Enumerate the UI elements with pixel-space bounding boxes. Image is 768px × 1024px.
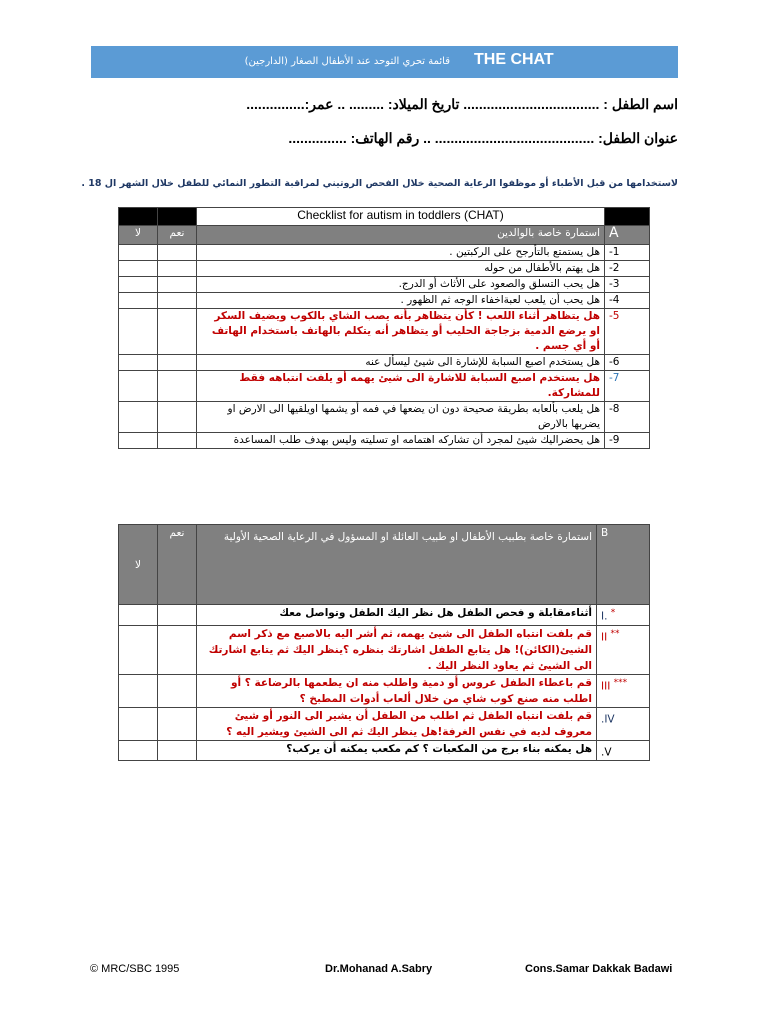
no-column-header: لا bbox=[119, 226, 158, 245]
table-a-section-label: استمارة خاصة بالوالدين bbox=[197, 226, 605, 245]
table-row bbox=[119, 674, 650, 707]
table-row bbox=[119, 625, 650, 674]
yes-checkbox-cell[interactable] bbox=[158, 402, 197, 433]
roman-numeral: I. bbox=[601, 610, 608, 623]
yes-checkbox-cell[interactable] bbox=[158, 674, 197, 707]
roman-numeral: .V bbox=[601, 746, 612, 758]
question-number: -2 bbox=[605, 261, 650, 277]
roman-numeral: III bbox=[601, 680, 611, 692]
question-text: قم بلفت انتباه الطفل الى شيئ يهمه، ثم أشر اليه بالاصبع مع ذكر اسم الشيئ(الكائن)! هل يتابع الطفل اشارتك بنظره ؟ينظر اليك ثم يتابع اشارتك الى الشيئ ثم يعاود النظر اليك . bbox=[197, 625, 597, 674]
question-text: هل يستخدم اصبع السبابة للاشارة الى شيئ يهمه أو يلفت انتباهه فقط للمشاركة. bbox=[197, 371, 605, 402]
intro-text: لاستخدامها من قبل الأطباء أو موظفوا الرعاية الصحية خلال الفحص الروتيني لمراقبة التطور النمائي للطفل خلال الشهر ال 18 . bbox=[81, 178, 678, 189]
question-text: هل يمكنه بناء برج من المكعبات ؟ كم مكعب يمكنه أن يركب؟ bbox=[197, 740, 597, 761]
table-row bbox=[119, 309, 650, 355]
table-row bbox=[119, 707, 650, 740]
yes-column-header: نعم bbox=[158, 525, 197, 605]
yes-checkbox-cell[interactable] bbox=[158, 309, 197, 355]
yes-checkbox-cell[interactable] bbox=[158, 355, 197, 371]
table-a-header-row bbox=[119, 226, 650, 245]
question-text: هل يحب أن يلعب لعبةاخفاء الوجه ثم الظهور . bbox=[197, 293, 605, 309]
no-checkbox-cell[interactable] bbox=[119, 293, 158, 309]
no-checkbox-cell[interactable] bbox=[119, 277, 158, 293]
no-checkbox-cell[interactable] bbox=[119, 433, 158, 449]
table-a-title-row bbox=[119, 208, 650, 226]
yes-checkbox-cell[interactable] bbox=[158, 293, 197, 309]
question-number: -3 bbox=[605, 277, 650, 293]
question-text: أثناءمقابلة و فحص الطفل هل نظر اليك الطفل وتواصل معك bbox=[197, 605, 597, 626]
no-checkbox-cell[interactable] bbox=[119, 625, 158, 674]
footer-author-1: Dr.Mohanad A.Sabry bbox=[325, 963, 433, 975]
yes-checkbox-cell[interactable] bbox=[158, 277, 197, 293]
footer-copyright: © MRC/SBC 1995 bbox=[90, 963, 180, 975]
parents-checklist-table bbox=[118, 207, 650, 449]
question-number: -5 bbox=[605, 309, 650, 355]
footer-author-2: Cons.Samar Dakkak Badawi bbox=[525, 963, 673, 975]
question-number bbox=[597, 674, 650, 707]
question-text: قم بلفت انتباه الطفل ثم اطلب من الطفل أن يشير الى النور أو شيئ معروف لديه في نفس الغرفة!هل ينظر اليك ثم الى الشيئ ويشير اليه ؟ bbox=[197, 707, 597, 740]
yes-checkbox-cell[interactable] bbox=[158, 740, 197, 761]
question-text: هل يلعب بألعابه بطريقة صحيحة دون ان يضعها في فمه أو يشمها اويلقيها الى الارض او يضربها بالارض bbox=[197, 402, 605, 433]
no-checkbox-cell[interactable] bbox=[119, 261, 158, 277]
question-text: هل يستمتع بالتأرجح على الركبتين . bbox=[197, 245, 605, 261]
table-a-letter: A bbox=[605, 226, 650, 245]
title-banner bbox=[91, 46, 678, 78]
question-number bbox=[597, 707, 650, 740]
table-row bbox=[119, 245, 650, 261]
question-number: -4 bbox=[605, 293, 650, 309]
no-checkbox-cell[interactable] bbox=[119, 402, 158, 433]
question-text: هل يحب التسلق والصعود على الأثاث أو الدرج. bbox=[197, 277, 605, 293]
no-column-header: لا bbox=[119, 525, 158, 605]
stars-marker: *** bbox=[613, 677, 628, 688]
no-checkbox-cell[interactable] bbox=[119, 740, 158, 761]
table-row bbox=[119, 355, 650, 371]
banner-subtitle: قائمة تحري التوحد عند الأطفال الصغار (الدارجين) bbox=[244, 56, 450, 67]
question-number bbox=[597, 740, 650, 761]
table-row bbox=[119, 261, 650, 277]
no-checkbox-cell[interactable] bbox=[119, 355, 158, 371]
question-number bbox=[597, 605, 650, 626]
question-text: هل يهتم بالأطفال من حوله bbox=[197, 261, 605, 277]
table-b-header-row bbox=[119, 525, 650, 605]
yes-checkbox-cell[interactable] bbox=[158, 625, 197, 674]
yes-checkbox-cell[interactable] bbox=[158, 371, 197, 402]
question-text: هل يحضراليك شيئ لمجرد أن تشاركه اهتمامه او تسليته وليس بهدف طلب المساعدة bbox=[197, 433, 605, 449]
table-row bbox=[119, 433, 650, 449]
child-address-line: عنوان الطفل: ......................................... .. رقم الهاتف: ............... bbox=[288, 130, 678, 146]
table-row bbox=[119, 371, 650, 402]
yes-checkbox-cell[interactable] bbox=[158, 433, 197, 449]
no-checkbox-cell[interactable] bbox=[119, 674, 158, 707]
table-row bbox=[119, 293, 650, 309]
roman-numeral: .IV bbox=[601, 713, 615, 725]
no-checkbox-cell[interactable] bbox=[119, 245, 158, 261]
yes-checkbox-cell[interactable] bbox=[158, 245, 197, 261]
yes-checkbox-cell[interactable] bbox=[158, 261, 197, 277]
table-row bbox=[119, 740, 650, 761]
no-checkbox-cell[interactable] bbox=[119, 371, 158, 402]
table-a-title: Checklist for autism in toddlers (CHAT) bbox=[197, 208, 605, 226]
question-number: -9 bbox=[605, 433, 650, 449]
stars-marker: * bbox=[610, 608, 616, 618]
roman-numeral: II bbox=[601, 631, 608, 643]
no-checkbox-cell[interactable] bbox=[119, 707, 158, 740]
table-row bbox=[119, 605, 650, 626]
table-row bbox=[119, 277, 650, 293]
question-text: هل يتظاهر أثناء اللعب ! كأن يتظاهر بأنه يصب الشاي بالكوب ويضيف السكر او يرضع الدمية بزجاجة الحليب أو يتظاهر أنه يتكلم بالهاتف باستخدام الهاتف أو أي جسم . bbox=[197, 309, 605, 355]
no-checkbox-cell[interactable] bbox=[119, 309, 158, 355]
question-number: -1 bbox=[605, 245, 650, 261]
table-row bbox=[119, 402, 650, 433]
child-name-line: اسم الطفل : ................................... تاريخ الميلاد: ......... .. عمر:............... bbox=[246, 96, 678, 112]
yes-checkbox-cell[interactable] bbox=[158, 605, 197, 626]
banner-title: THE CHAT bbox=[474, 51, 554, 68]
stars-marker: ** bbox=[610, 628, 620, 639]
question-number: -7 bbox=[605, 371, 650, 402]
no-checkbox-cell[interactable] bbox=[119, 605, 158, 626]
table-b-letter: B bbox=[597, 525, 650, 605]
question-text: قم باعطاء الطفل عروس أو دمية واطلب منه ان يطعمها بالرضاعة ؟ أو اطلب منه صنع كوب شاي من خلال ألعاب أدوات المطبخ ؟ bbox=[197, 674, 597, 707]
question-text: هل يستخدم اصبع السبابة للإشارة الى شيئ ليسأل عنه bbox=[197, 355, 605, 371]
yes-column-header: نعم bbox=[158, 226, 197, 245]
question-number: -8 bbox=[605, 402, 650, 433]
yes-checkbox-cell[interactable] bbox=[158, 707, 197, 740]
question-number bbox=[597, 625, 650, 674]
question-number: -6 bbox=[605, 355, 650, 371]
physician-checklist-table bbox=[118, 524, 650, 761]
table-b-section-label: استمارة خاصة بطبيب الأطفال او طبيب العائلة او المسؤول في الرعاية الصحية الأولية bbox=[197, 525, 597, 605]
